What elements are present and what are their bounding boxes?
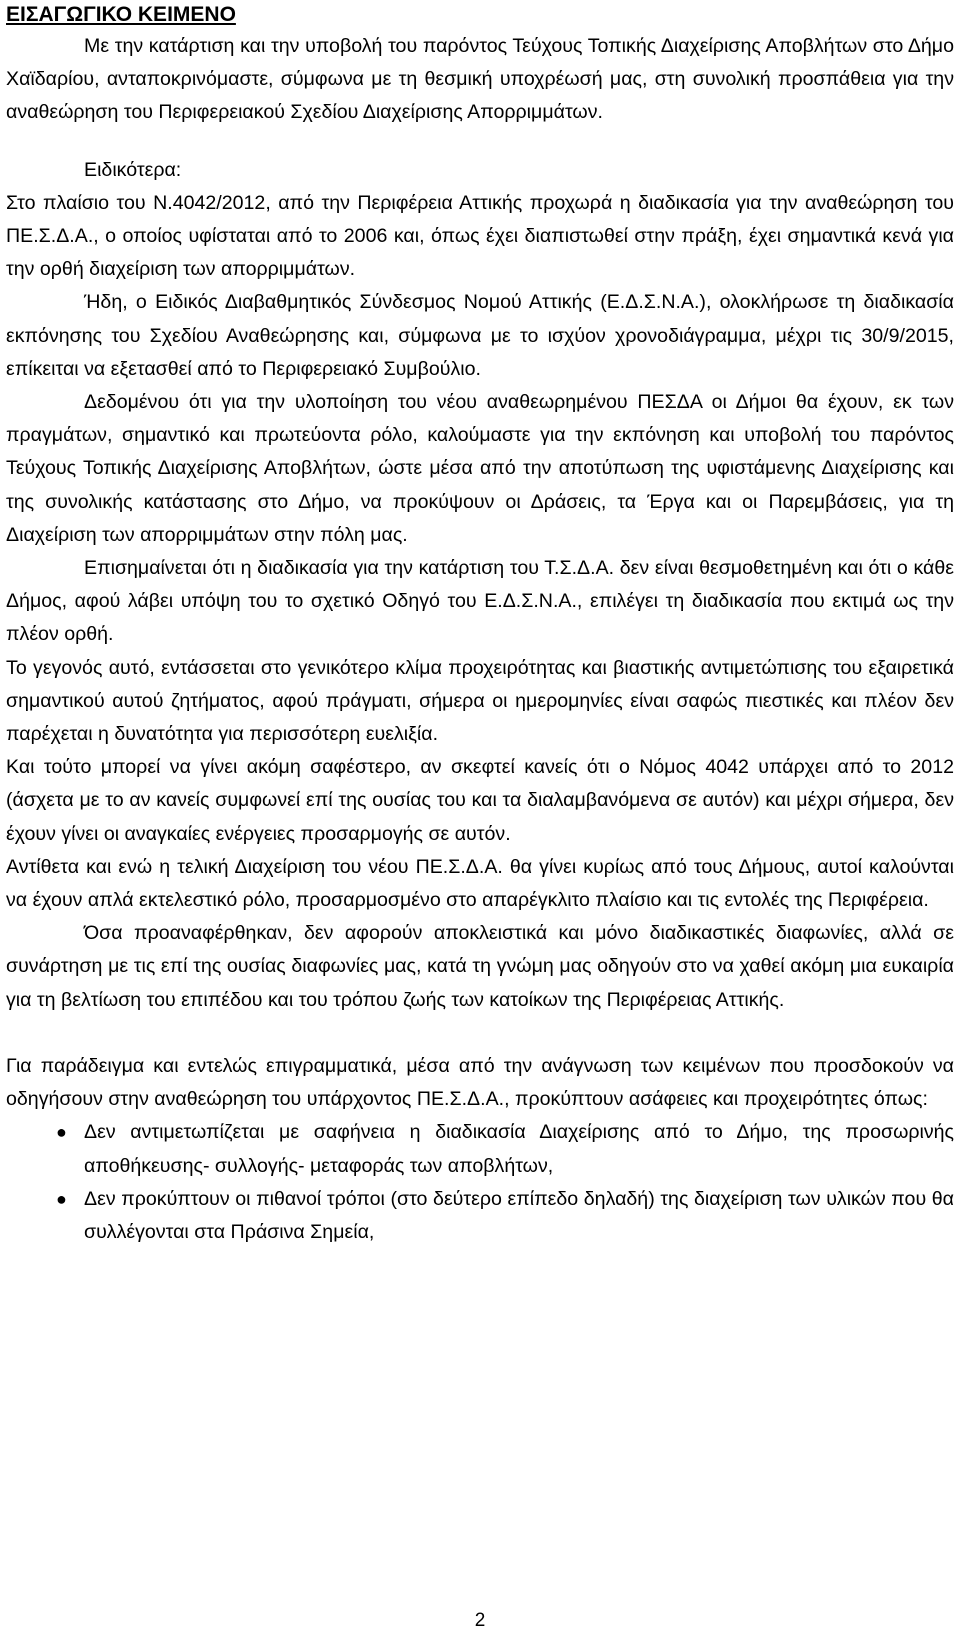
intro-paragraph: Με την κατάρτιση και την υποβολή του παρόντος Τεύχους Τοπικής Διαχείρισης Αποβλήτων στο Δήμο Χαϊδαρίου, ανταποκρινόμαστε, σύμφωνα με τη θεσμική υποχρέωσή μας, στη συνολική προσπάθεια για την αναθεώρηση του Περιφερειακού Σχεδίου Διαχείρισης Απορριμμάτων. [6,35,954,124]
paragraph-4: Επισημαίνεται ότι η διαδικασία για την κατάρτιση του Τ.Σ.Δ.Α. δεν είναι θεσμοθετημένη και ότι ο κάθε Δήμος, αφού λάβει υπόψη του το σχετικό Οδηγό του Ε.Δ.Σ.Ν.Α., επιλέγει τη διαδικασία που εκτιμά ως την πλέον ορθή. [6,557,954,646]
paragraph-1: Στο πλαίσιο του Ν.4042/2012, από την Περιφέρεια Αττικής προχωρά η διαδικασία για την αναθεώρηση του ΠΕ.Σ.Δ.Α., ο οποίος υφίσταται από το 2006 και, όπως έχει διαπιστωθεί στην πράξη, έχει σημαντικά κενά για την ορθή διαχείριση των απορριμμάτων. [6,191,954,281]
list-item [6,1116,954,1182]
document-title: ΕΙΣΑΓΩΓΙΚΟ ΚΕΙΜΕΝΟ [6,3,236,26]
paragraph-7: Αντίθετα και ενώ η τελική Διαχείριση του νέου ΠΕ.Σ.Δ.Α. θα γίνει κυρίως από τους Δήμους, αυτοί καλούνται να έχουν απλά εκτελεστικό ρόλο, προσαρμοσμένο στο απαρέγκλιτο πλαίσιο και τις εντολές της Περιφέρεια. [6,855,954,912]
page-number: 2 [474,1610,486,1631]
bullet-list [6,1116,954,1249]
list-item-text: Δεν αντιμετωπίζεται με σαφήνεια η διαδικασία Διαχείρισης από το Δήμο, της προσωρινής αποθήκευσης- συλλογής- μεταφοράς των αποβλήτων, [84,1121,954,1177]
spacer [6,130,954,154]
paragraph-9: Για παράδειγμα και εντελώς επιγραμματικά, μέσα από την ανάγνωση των κειμένων που προσδοκούν να οδηγήσουν στην αναθεώρηση του υπάρχοντος ΠΕ.Σ.Δ.Α., προκύπτουν ασάφειες και προχειρότητες όπως: [6,1054,954,1111]
paragraph-2: Ήδη, ο Ειδικός Διαβαθμητικός Σύνδεσμος Νομού Αττικής (Ε.Δ.Σ.Ν.Α.), ολοκλήρωσε τη διαδικασία εκπόνησης του Σχεδίου Αναθεώρησης και, σύμφωνα με το ισχύον χρονοδιάγραμμα, μέχρι τις 30/9/2015, επίκειται να εξετασθεί από το Περιφερειακό Συμβούλιο. [6,291,954,380]
paragraph-8: Όσα προαναφέρθηκαν, δεν αφορούν αποκλειστικά και μόνο διαδικαστικές διαφωνίες, αλλά σε συνάρτηση με τις επί της ουσίας διαφωνίες μας, κατά τη γνώμη μας οδηγούν στο να χαθεί ακόμη μια ευκαιρία για τη βελτίωση του επιπέδου και του τρόπου ζωής των κατοίκων της Περιφέρειας Αττικής. [6,922,954,1011]
list-item-text: Δεν προκύπτουν οι πιθανοί τρόποι (στο δεύτερο επίπεδο δηλαδή) της διαχείριση των υλικών που θα συλλέγονται στα Πράσινα Σημεία, [84,1187,954,1243]
bullet-icon: ● [56,1122,67,1143]
list-item [6,1183,954,1249]
specifically-label: Ειδικότερα: [84,158,182,181]
spacer [6,1017,954,1050]
document-page [6,0,954,1249]
paragraph-6: Και τούτο μπορεί να γίνει ακόμη σαφέστερο, αν σκεφτεί κανείς ότι ο Νόμος 4042 υπάρχει από το 2012 (άσχετα με το αν κανείς συμφωνεί επί της ουσίας του και τα διαλαμβανόμενα σε αυτόν) και μέχρι σήμερα, δεν έχουν γίνει οι αναγκαίες ενέργειες προσαρμογής σε αυτόν. [6,756,954,845]
paragraph-3: Δεδομένου ότι για την υλοποίηση του νέου αναθεωρημένου ΠΕΣΔΑ οι Δήμοι θα έχουν, εκ των πραγμάτων, σημαντικό και πρωτεύοντα ρόλο, καλούμαστε για την εκπόνηση και υποβολή του παρόντος Τεύχους Τοπικής Διαχείρισης Αποβλήτων, ώστε μέσα από την αποτύπωση της υφιστάμενης Διαχείρισης και της συνολικής κατάστασης στο Δήμο, να προκύψουν οι Δράσεις, τα Έργα και οι Παρεμβάσεις, για τη Διαχείριση των απορριμμάτων στην πόλη μας. [6,391,954,546]
paragraph-5: Το γεγονός αυτό, εντάσσεται στο γενικότερο κλίμα προχειρότητας και βιαστικής αντιμετώπισης του εξαιρετικά σημαντικού αυτού ζητήματος, αφού πράγματι, σήμερα οι ημερομηνίες είναι σαφώς πιεστικές και πλέον δεν παρέχεται η δυνατότητα για περισσότερη ευελιξία. [6,656,954,746]
bullet-icon: ● [56,1188,67,1209]
